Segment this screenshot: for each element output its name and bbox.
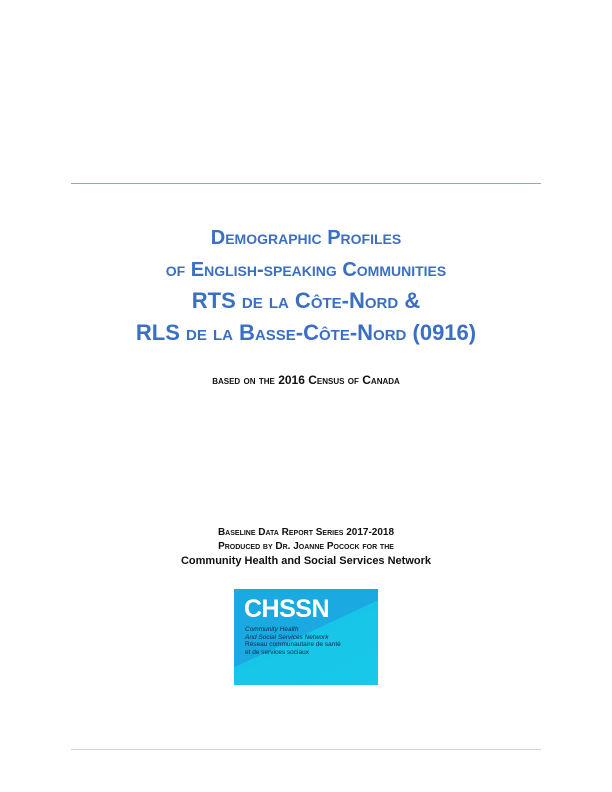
report-title (0, 228, 612, 344)
organization-name: Community Health and Social Services Network (180, 555, 432, 567)
title-line-1: Demographic Profiles (210, 227, 402, 249)
title-line-2: of English-speaking Communities (165, 259, 447, 281)
top-divider (71, 183, 541, 184)
report-subtitle: based on the 2016 Census of Canada (212, 373, 400, 387)
logo-line-2: And Social Services Network (245, 633, 329, 641)
logo-line-1: Community Health (245, 626, 299, 633)
bottom-divider (71, 749, 541, 750)
series-label: Baseline Data Report Series 2017-2018 (217, 527, 395, 538)
logo-line-4: et de services sociaux (245, 648, 309, 656)
logo-subtitle (245, 626, 341, 656)
title-line-4: RLS de la Basse-Côte-Nord (0916) (135, 320, 477, 345)
logo-line-3: Réseau communautaire de santé (245, 641, 341, 649)
chssn-logo (234, 589, 378, 685)
logo-wordmark: CHSSN (244, 595, 330, 623)
author-credit: Produced by Dr. Joanne Pocock for the (218, 541, 394, 552)
title-line-3: RTS de la Côte-Nord & (191, 288, 421, 313)
credits-block (0, 526, 612, 569)
